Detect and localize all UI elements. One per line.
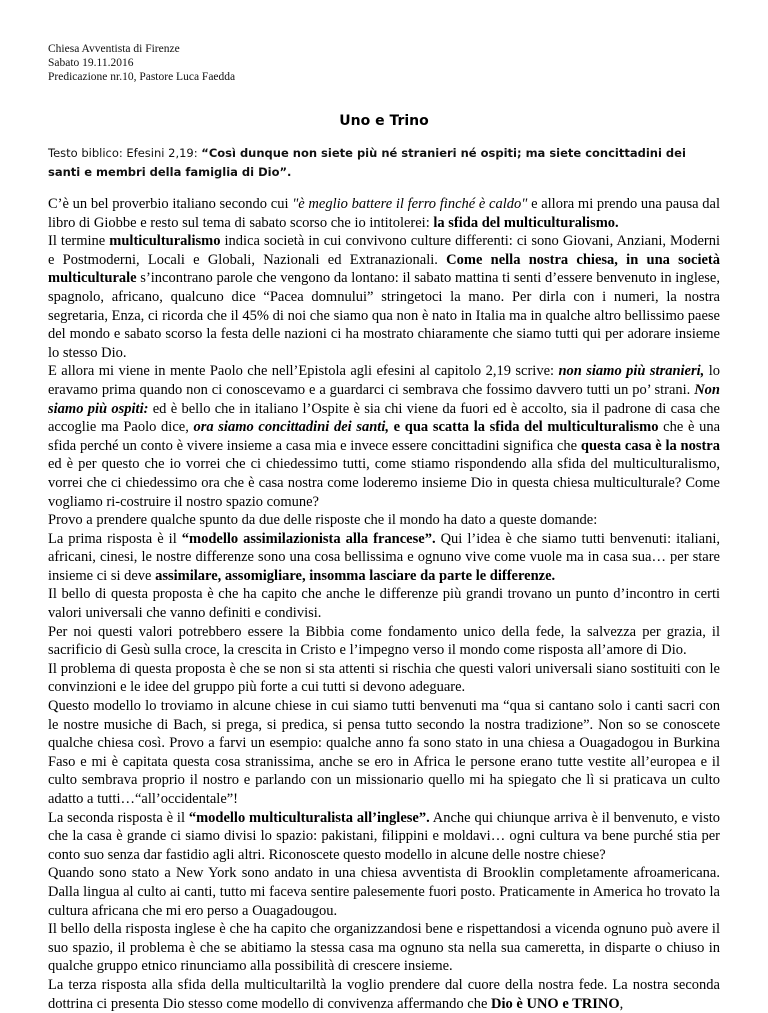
paragraph-p12	[48, 920, 720, 976]
paragraph-p9	[48, 697, 720, 809]
paragraph-text-run: Non siamo più ospiti:	[48, 381, 720, 417]
paragraph-text-run: E allora mi viene in mente Paolo che nell’Epistola agli efesini al capitolo 2,19 scrive:	[48, 363, 559, 380]
paragraph-text-run: La prima risposta è il	[48, 530, 182, 547]
paragraph-text-run: La terza risposta alla sfida della multicultariltà la voglio prendere dal cuore della nostra fede. La nostra seconda dottrina ci presenta Dio stesso come modello di convivenza affermando che	[48, 976, 720, 1012]
paragraph-text-run: ,	[619, 995, 624, 1012]
paragraph-text-run: “modello multiculturalista all’inglese”.	[188, 809, 430, 826]
paragraph-p7	[48, 623, 720, 660]
paragraph-text-run: e allora mi prendo una pausa dal libro di Giobbe e resto sul tema di sabato scorso che io intitolerei:	[48, 196, 720, 231]
paragraph-text-run: e qua scatta la sfida del multiculturalismo	[393, 419, 659, 436]
paragraph-text-run: assimilare, assomigliare, insomma lasciare da parte le differenze.	[155, 567, 556, 584]
paragraph-text-run: Quando sono stato a New York sono andato in una chiesa avventista di Brooklin completamente afroamericana. Dalla lingua al culto ai canti, tutto mi faceva sentire palesemente fuori posto. Praticamente in America ho trovato la cultura africana che mi ero perso a Ouagadougou.	[48, 865, 720, 919]
sermon-date: Sabato 19.11.2016	[48, 57, 134, 69]
document-title: Uno e Trino	[339, 113, 429, 129]
paragraph-text-run: indica società in cui convivono culture differenti: ci sono Giovani, Anziani, Moderni e Postmoderni, Locali e Globali, Nazionali ed Extranazionali.	[48, 233, 720, 268]
sermon-body	[48, 195, 720, 1013]
paragraph-text-run: Come nella nostra chiesa, in una società multiculturale	[48, 251, 720, 287]
paragraph-p4	[48, 511, 720, 530]
paragraph-text-run: "è meglio battere il ferro finché è caldo"	[292, 196, 528, 212]
paragraph-text-run: s’incontrano parole che vengono da lontano: il sabato mattina ti senti d’essere benvenuto in inglese, spagnolo, africano, qualcuno dice “Pacea domnului” stringetoci la mano. Per dirla con i numeri, la nostra segretaria, Enza, ci ricorda che il 45% di noi che siamo qua non è nato in Italia ma in qualche altro bellissimo paese del mondo e sabato scorso la festa delle nazioni ci ha mostrato chiaramente che siamo tutti qui per adorare insieme lo stesso Dio.	[48, 270, 720, 361]
paragraph-p10	[48, 809, 720, 865]
paragraph-p1	[48, 195, 720, 232]
paragraph-text-run: Il bello di questa proposta è che ha capito che anche le differenze più grandi trovano un punto d’incontro in certi valori universali che vanno definiti e condivisi.	[48, 586, 720, 622]
paragraph-p13	[48, 976, 720, 1013]
paragraph-text-run: Il problema di questa proposta è che se non si sta attenti si rischia che questi valori universali siano sostituiti con le convinzioni e le idee del gruppo più forte a cui tutti si devono adeguare.	[48, 660, 720, 696]
paragraph-text-run: Dio è UNO e TRINO	[491, 995, 620, 1012]
sermon-info: Predicazione nr.10, Pastore Luca Faedda	[48, 71, 236, 83]
paragraph-text-run: questa casa è la nostra	[580, 437, 720, 454]
paragraph-text-run: non siamo più stranieri,	[558, 363, 705, 380]
bible-quote: “Così dunque non siete più né stranieri né ospiti; ma siete concittadini dei santi e membri della famiglia di Dio”.	[48, 146, 686, 179]
paragraph-text-run: Provo a prendere qualche spunto da due delle risposte che il mondo ha dato a queste domande:	[48, 512, 598, 529]
paragraph-text-run: Questo modello lo troviamo in alcune chiese in cui siamo tutti benvenuti ma “qua si cantano solo i canti sacri con le nostre musiche di Bach, si prega, si predica, si pensa tutto secondo la nostra tradizione”. Non so se conoscete qualche chiesa così. Provo a farvi un esempio: qualche anno fa sono stato in una chiesa a Ouagadogou in Burkina Faso e mi è capitata questa cosa stranissima, anche se ero in Africa le persone erano tutte vestite all’europea e il culto sembrava proprio il nostro e parlando con un missionario quello mi ha spiegato che lì si praticava un culto adatto a tutti…“all’occidentale”!	[48, 698, 720, 807]
paragraph-text-run: C’è un bel proverbio italiano secondo cui	[48, 196, 293, 212]
paragraph-text-run: La seconda risposta è il	[48, 809, 189, 826]
paragraph-text-run: Il bello della risposta inglese è che ha capito che organizzandosi bene e rispettandosi a vicenda ognuno può avere il suo spazio, il problema è che se abitiamo la stessa casa ma ognuno sta nella sua cameretta, in disparte o chiuso in qualche gruppo etnico rinunciamo alla possibilità di crescere insieme.	[48, 921, 720, 975]
paragraph-text-run: lo eravamo prima quando non ci conoscevamo e a guardarci ci sembrava che fossimo davvero tutti un po’ strani.	[48, 363, 720, 398]
church-name: Chiesa Avventista di Firenze	[48, 43, 180, 55]
paragraph-text-run: che è una sfida perché un conto è vivere insieme a casa mia e invece essere concittadini significa che	[48, 419, 721, 454]
paragraph-text-run: ed è bello che in italiano l’Ospite è sia chi viene da fuori ed è accolto, sia il padrone di casa che accoglie ma Paolo dice,	[48, 400, 720, 436]
document-header	[48, 42, 720, 84]
paragraph-p5	[48, 530, 720, 586]
paragraph-text-run: Qui l’idea è che siamo tutti benvenuti: italiani, africani, cinesi, le nostre differenze sono una cosa bellissima e ognuno vive come vuole ma in casa sua… per stare insieme ci si deve	[48, 530, 721, 584]
paragraph-p2	[48, 232, 720, 362]
paragraph-p11	[48, 864, 720, 920]
paragraph-text-run: ed è per questo che io vorrei che ci chiedessimo tutti, come stiamo rispondendo alla sfida del multiculturalismo, vorrei che ci chiedessimo ora che è casa nostra come loderemo insieme Dio in questa chiesa multiculturale? Come vogliamo ri-costruire il nostro spazio comune?	[48, 456, 720, 510]
paragraph-text-run: multiculturalismo	[109, 233, 221, 250]
paragraph-text-run: Anche qui chiunque arriva è il benvenuto, e visto che la casa è grande ci siamo divisi lo spazio: pakistani, filippini e moldavi… ogni cultura va bene purché stia per conto suo senza dar fastidio agli altri. Riconoscete questo modello in alcune delle nostre chiese?	[48, 809, 721, 863]
bible-reference-label: Testo biblico: Efesini 2,19:	[48, 146, 202, 160]
paragraph-text-run: Il termine	[48, 233, 110, 250]
paragraph-p8	[48, 660, 720, 697]
paragraph-p3	[48, 362, 720, 511]
paragraph-text-run: Per noi questi valori potrebbero essere la Bibbia come fondamento unico della fede, la salvezza per grazia, il sacrificio di Gesù sulla croce, la crescita in Cristo e l’impegno verso il mondo come risposta all’amore di Dio.	[48, 623, 720, 659]
paragraph-text-run: la sfida del multiculturalismo.	[433, 214, 619, 231]
paragraph-text-run: “modello assimilazionista alla francese”.	[181, 530, 436, 547]
paragraph-text-run: ora siamo concittadini dei santi,	[193, 419, 389, 436]
bible-reference	[48, 144, 720, 182]
paragraph-p6	[48, 585, 720, 622]
